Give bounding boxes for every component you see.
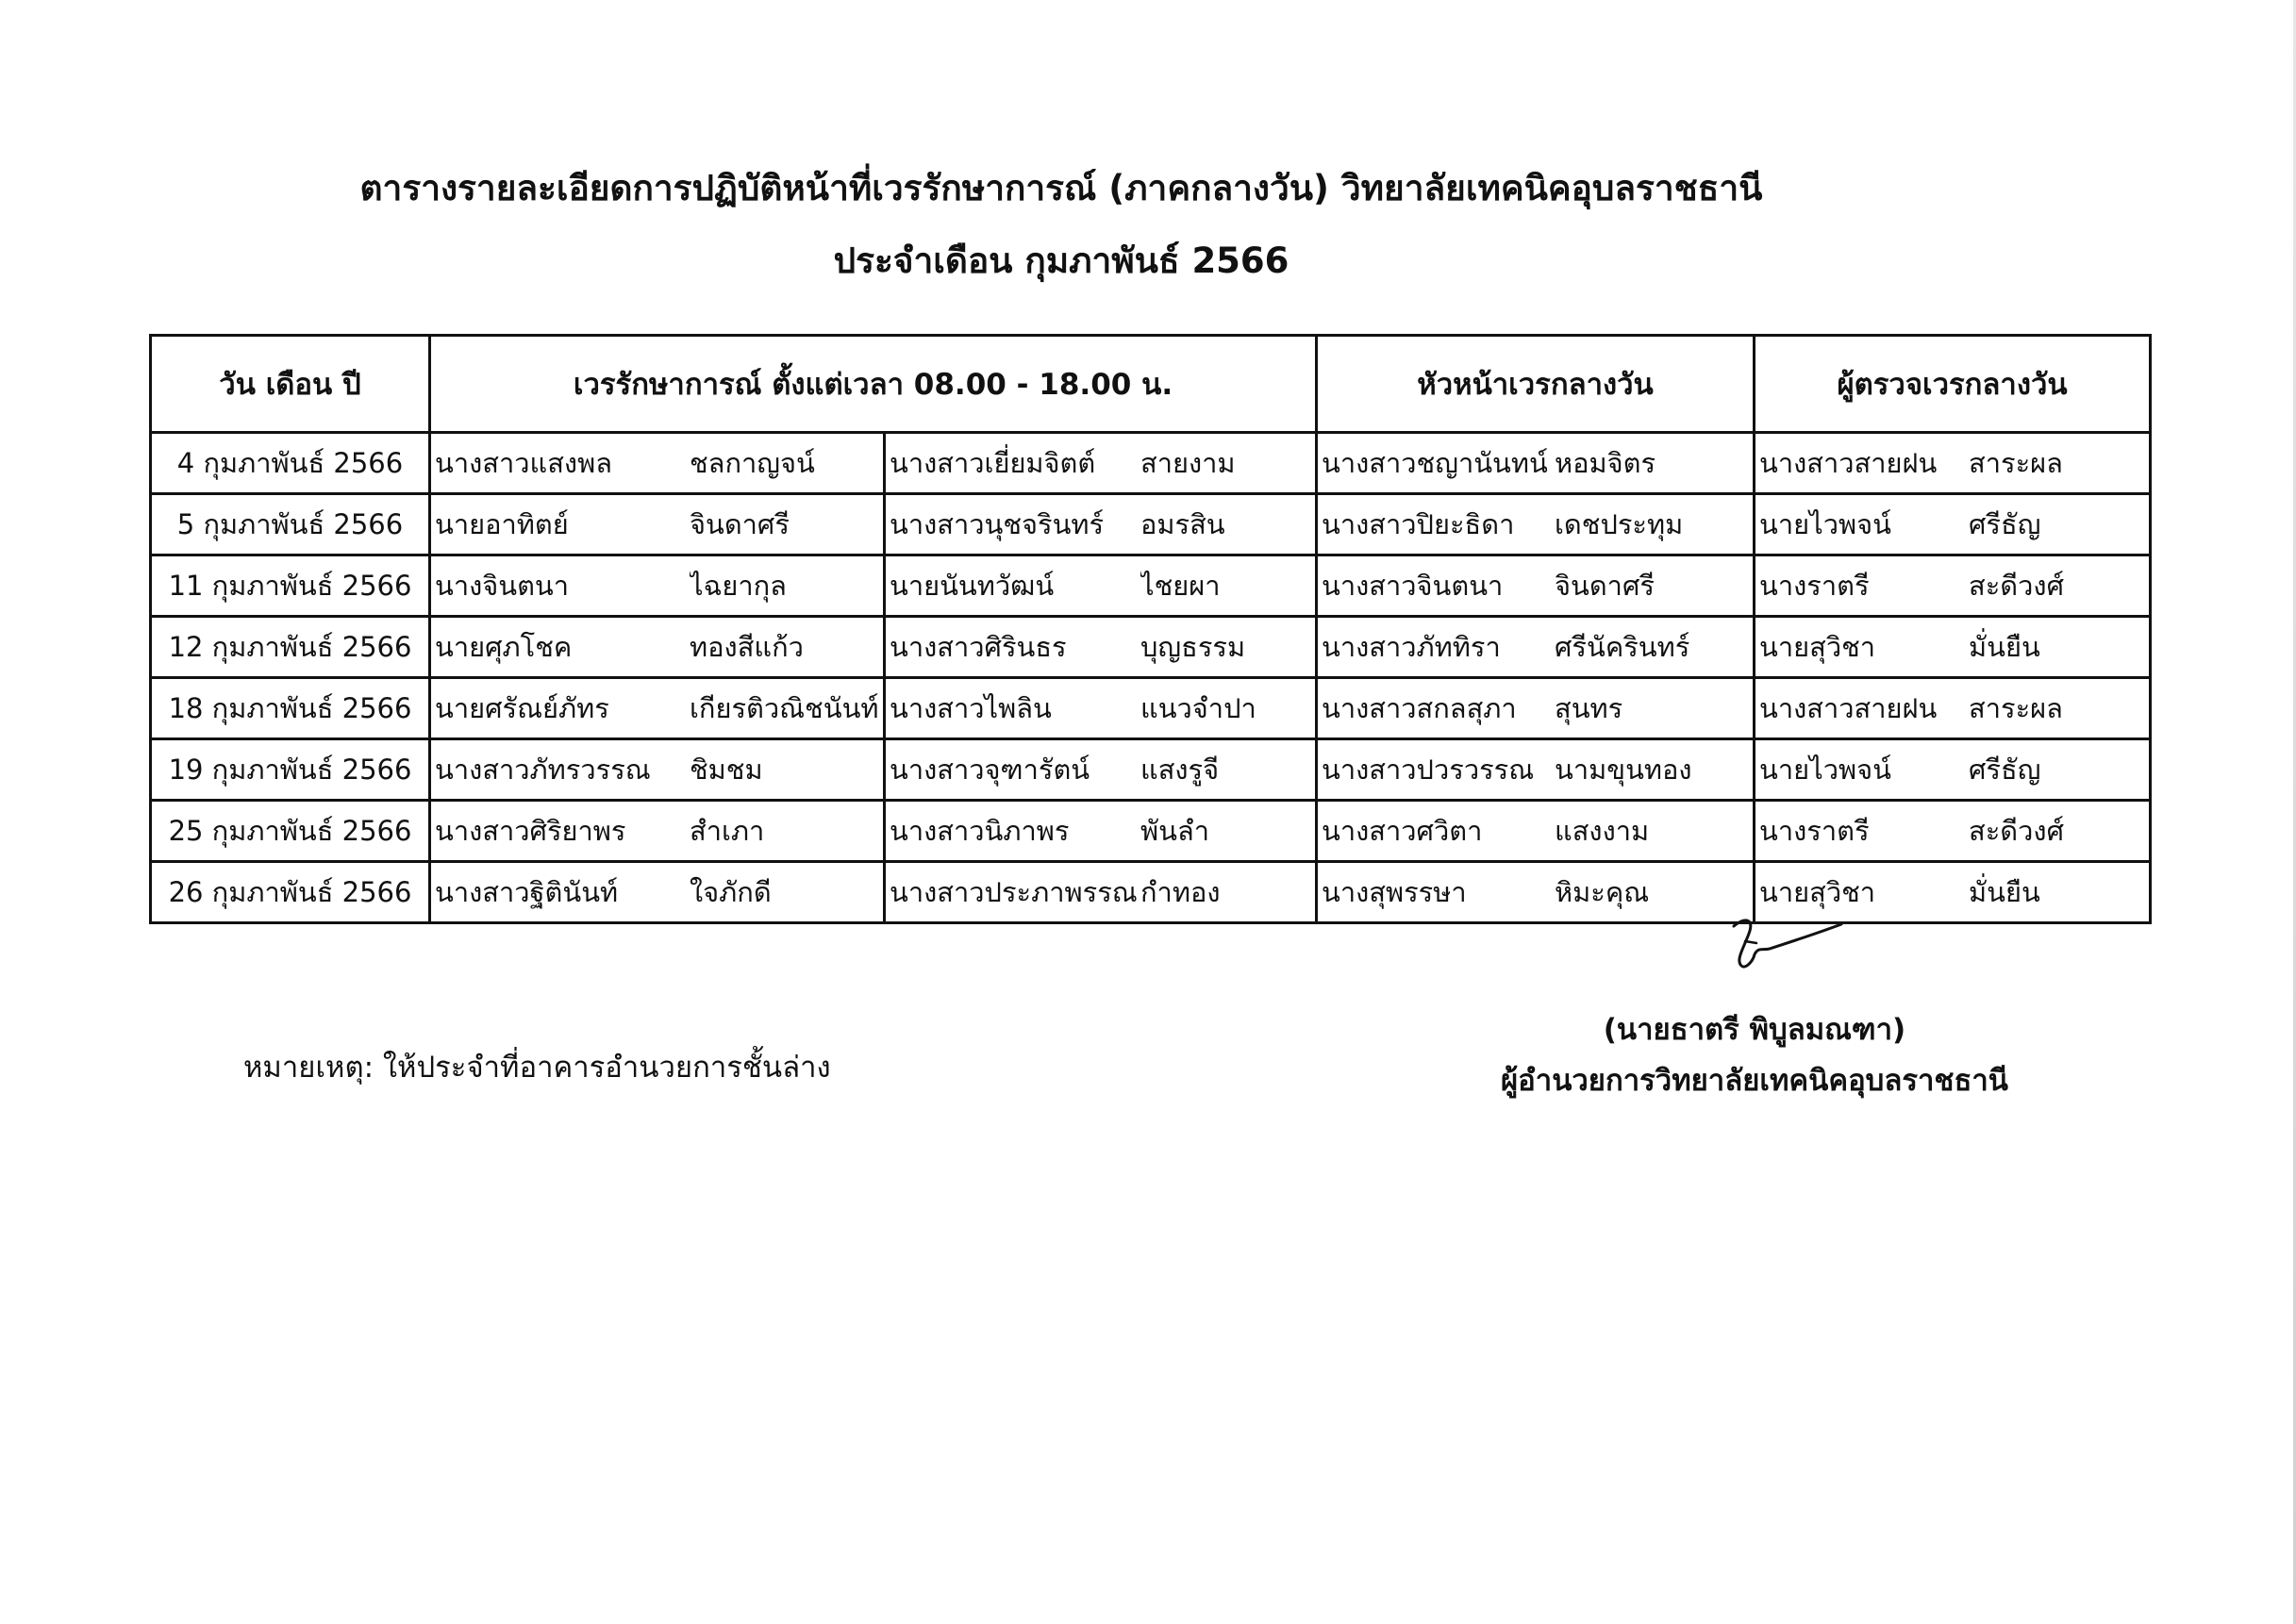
header-inspector: ผู้ตรวจเวรกลางวัน — [1755, 336, 2151, 433]
first-name: นายอาทิตย์ — [435, 508, 569, 540]
guard2-cell — [885, 678, 1317, 739]
head-cell — [1317, 801, 1755, 862]
last-name: เกียรติวณิชนันท์ — [690, 692, 879, 724]
last-name: อมรสิน — [1140, 508, 1225, 540]
last-name: จินดาศรี — [1555, 570, 1655, 602]
last-name: จินดาศรี — [690, 508, 790, 540]
guard2-cell — [885, 555, 1317, 617]
last-name: สะดีวงศ์ — [1969, 570, 2064, 602]
table-body — [151, 433, 2151, 923]
inspector-cell — [1755, 555, 2151, 617]
table-row — [151, 678, 2151, 739]
first-name: นายไวพจน์ — [1759, 754, 1891, 786]
first-name: นางสาวจินตนา — [1322, 570, 1504, 602]
last-name: สายงาม — [1140, 447, 1236, 479]
first-name: นางสาวศวิตา — [1322, 815, 1483, 847]
document-title: ตารางรายละเอียดการปฏิบัติหน้าที่เวรรักษาการณ์ (ภาคกลางวัน) วิทยาลัยเทคนิคอุบลราชธานี — [359, 168, 1763, 208]
guard1-cell — [430, 555, 885, 617]
head-cell — [1317, 555, 1755, 617]
date-cell: 19 กุมภาพันธ์ 2566 — [151, 739, 430, 801]
first-name: นายนันทวัฒน์ — [890, 570, 1055, 602]
first-name: นางสาวปิยะธิดา — [1322, 508, 1515, 540]
last-name: มั่นยืน — [1969, 876, 2040, 908]
first-name: นางสาวฐิตินันท์ — [435, 876, 619, 908]
first-name: นางสาวศิริยาพร — [435, 815, 626, 847]
first-name: นางสาวภัททิรา — [1322, 631, 1501, 663]
last-name: สะดีวงศ์ — [1969, 815, 2064, 847]
first-name: นางสาวชญานันทน์ — [1322, 447, 1548, 479]
guard1-cell — [430, 739, 885, 801]
date-cell: 5 กุมภาพันธ์ 2566 — [151, 494, 430, 555]
footnote: หมายเหตุ: ให้ประจำที่อาคารอำนวยการชั้นล่าง — [243, 1051, 831, 1085]
head-cell — [1317, 494, 1755, 555]
first-name: นางสาวแสงพล — [435, 447, 612, 479]
last-name: ศรีนัครินทร์ — [1555, 631, 1690, 663]
inspector-cell — [1755, 801, 2151, 862]
table-row — [151, 494, 2151, 555]
first-name: นางสาวนิภาพร — [890, 815, 1070, 847]
head-cell — [1317, 433, 1755, 494]
first-name: นางสาวนุชจรินทร์ — [890, 508, 1105, 540]
guard2-cell — [885, 739, 1317, 801]
date-cell: 25 กุมภาพันธ์ 2566 — [151, 801, 430, 862]
guard2-cell — [885, 617, 1317, 678]
table-row — [151, 739, 2151, 801]
document-subtitle: ประจำเดือน กุมภาพันธ์ 2566 — [833, 240, 1289, 281]
first-name: นายสุวิชา — [1759, 631, 1876, 663]
last-name: หอมจิตร — [1555, 447, 1656, 479]
first-name: นางสาวศิรินธร — [890, 631, 1067, 663]
last-name: ชลกาญจน์ — [690, 447, 815, 479]
last-name: ชิมชม — [690, 754, 763, 786]
last-name: บุญธรรม — [1140, 631, 1246, 663]
last-name: เดชประทุม — [1555, 508, 1684, 540]
header-head: หัวหน้าเวรกลางวัน — [1317, 336, 1755, 433]
first-name: นางสุพรรษา — [1322, 876, 1467, 908]
last-name: สุนทร — [1555, 692, 1623, 724]
head-cell — [1317, 678, 1755, 739]
guard1-cell — [430, 801, 885, 862]
signature-mark — [1717, 905, 1849, 981]
table-row — [151, 433, 2151, 494]
duty-schedule-table — [149, 334, 2152, 924]
head-cell — [1317, 739, 1755, 801]
first-name: นางสาวสายฝน — [1759, 447, 1938, 479]
inspector-cell — [1755, 494, 2151, 555]
last-name: พันลำ — [1140, 815, 1209, 847]
signatory-name: (นายธาตรี พิบูลมณฑา) — [1603, 1013, 1906, 1047]
guard1-cell — [430, 494, 885, 555]
guard2-cell — [885, 801, 1317, 862]
date-cell: 18 กุมภาพันธ์ 2566 — [151, 678, 430, 739]
head-cell — [1317, 862, 1755, 923]
last-name: ไชยผา — [1140, 570, 1221, 602]
inspector-cell — [1755, 678, 2151, 739]
last-name: สำเภา — [690, 815, 765, 847]
table-row — [151, 555, 2151, 617]
guard2-cell — [885, 494, 1317, 555]
first-name: นางสาวปวรวรรณ — [1322, 754, 1535, 786]
last-name: ศรีธัญ — [1969, 754, 2041, 786]
last-name: แนวจำปา — [1140, 692, 1256, 724]
header-guard: เวรรักษาการณ์ ตั้งแต่เวลา 08.00 - 18.00 น. — [430, 336, 1317, 433]
inspector-cell — [1755, 617, 2151, 678]
date-cell: 12 กุมภาพันธ์ 2566 — [151, 617, 430, 678]
inspector-cell — [1755, 433, 2151, 494]
last-name: ศรีธัญ — [1969, 508, 2041, 540]
guard2-cell — [885, 862, 1317, 923]
first-name: นายสุวิชา — [1759, 876, 1876, 908]
last-name: นามขุนทอง — [1555, 754, 1692, 786]
header-date: วัน เดือน ปี — [151, 336, 430, 433]
head-cell — [1317, 617, 1755, 678]
first-name: นายไวพจน์ — [1759, 508, 1891, 540]
first-name: นางสาวสกลสุภา — [1322, 692, 1517, 724]
last-name: สาระผล — [1969, 447, 2063, 479]
first-name: นางจินตนา — [435, 570, 570, 602]
first-name: นางสาวภัทรวรรณ — [435, 754, 651, 786]
table-row — [151, 862, 2151, 923]
last-name: กำทอง — [1140, 876, 1221, 908]
guard1-cell — [430, 862, 885, 923]
date-cell: 4 กุมภาพันธ์ 2566 — [151, 433, 430, 494]
date-cell: 11 กุมภาพันธ์ 2566 — [151, 555, 430, 617]
table-row — [151, 617, 2151, 678]
inspector-cell — [1755, 739, 2151, 801]
first-name: นางสาวไพลิน — [890, 692, 1052, 724]
first-name: นางราตรี — [1759, 570, 1870, 602]
first-name: นางสาวประภาพรรณ — [890, 876, 1138, 908]
last-name: ไฉยากุล — [690, 570, 787, 602]
first-name: นางราตรี — [1759, 815, 1870, 847]
signatory-title: ผู้อำนวยการวิทยาลัยเทคนิคอุบลราชธานี — [1501, 1064, 2008, 1098]
table-row — [151, 801, 2151, 862]
first-name: นางสาวจุฑารัตน์ — [890, 754, 1090, 786]
last-name: แสงงาม — [1555, 815, 1650, 847]
last-name: มั่นยืน — [1969, 631, 2040, 663]
guard2-cell — [885, 433, 1317, 494]
last-name: หิมะคุณ — [1555, 876, 1650, 908]
first-name: นายศุภโชค — [435, 631, 573, 663]
date-cell: 26 กุมภาพันธ์ 2566 — [151, 862, 430, 923]
first-name: นายศรัณย์ภัทร — [435, 692, 609, 724]
table-header-row — [151, 336, 2151, 433]
first-name: นางสาวเยี่ยมจิตต์ — [890, 447, 1096, 479]
last-name: แสงรูจี — [1140, 754, 1220, 786]
guard1-cell — [430, 617, 885, 678]
first-name: นางสาวสายฝน — [1759, 692, 1938, 724]
last-name: ใจภักดี — [690, 876, 772, 908]
guard1-cell — [430, 678, 885, 739]
last-name: ทองสีแก้ว — [690, 631, 804, 663]
last-name: สาระผล — [1969, 692, 2063, 724]
guard1-cell — [430, 433, 885, 494]
